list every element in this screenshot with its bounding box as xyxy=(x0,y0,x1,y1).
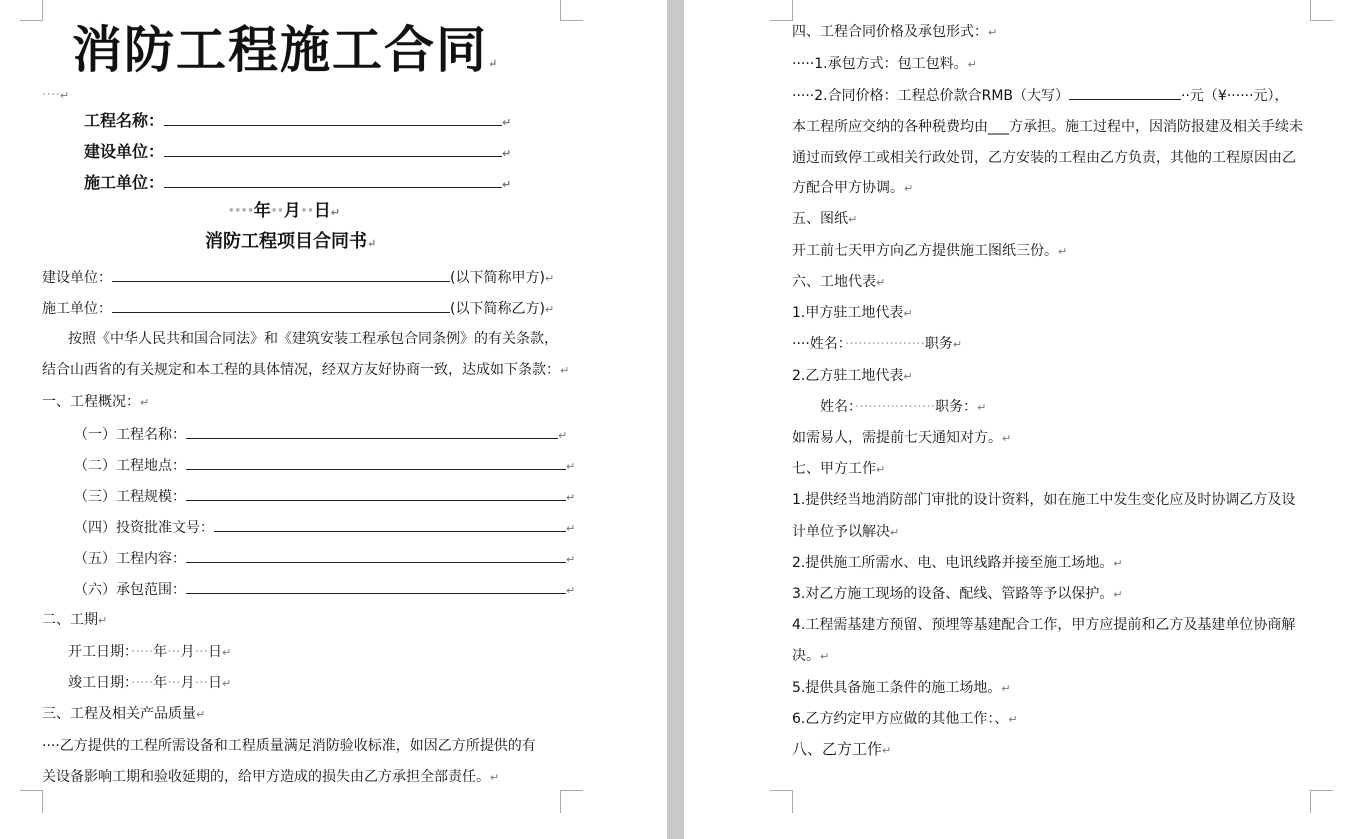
rep-b-line: 姓名：··················职务：↵ xyxy=(820,399,987,415)
cover-dots: ····↵ xyxy=(42,87,70,103)
contract-text: 1.甲方驻工地代表↵ xyxy=(792,305,913,321)
section-heading: 六、工地代表↵ xyxy=(792,274,886,290)
blank-line xyxy=(214,518,566,532)
contract-text: 通过而致停工或相关行政处罚，乙方安装的工程由乙方负责，其他的工程原因由乙 xyxy=(792,150,1296,166)
duty-item: 3.对乙方施工现场的设备、配线、管路等予以保护。↵ xyxy=(792,586,1123,602)
crop-mark xyxy=(20,0,43,21)
crop-mark xyxy=(1310,0,1333,21)
section-heading: 七、甲方工作↵ xyxy=(792,461,886,477)
crop-mark xyxy=(1310,790,1333,813)
section-heading: 五、图纸↵ xyxy=(792,211,858,227)
contract-text: 如需易人，需提前七天通知对方。↵ xyxy=(792,430,1012,446)
rep-a-line: ····姓名：··················职务↵ xyxy=(792,336,963,352)
section-heading: 二、工期↵ xyxy=(42,612,108,628)
blank-line xyxy=(186,456,566,470)
section-heading: 四、工程合同价格及承包形式：↵ xyxy=(792,24,998,40)
blank-line xyxy=(112,268,450,282)
section-heading: 三、工程及相关产品质量↵ xyxy=(42,706,206,722)
contract-text: 方配合甲方协调。↵ xyxy=(792,180,914,196)
start-date-line: 开工日期：·····年···月···日↵ xyxy=(68,644,232,660)
party-a-line: 建设单位： (以下简称甲方)↵ xyxy=(42,270,555,286)
crop-mark xyxy=(770,790,793,813)
crop-mark xyxy=(20,790,43,813)
contract-text: 2.乙方驻工地代表↵ xyxy=(792,368,913,384)
document-page-right xyxy=(684,0,1360,839)
blank-line xyxy=(112,299,450,313)
contract-subtitle: 消防工程项目合同书↵ xyxy=(205,231,377,252)
blank-line xyxy=(186,487,566,501)
blank-line xyxy=(164,112,502,126)
overview-item: （一）工程名称： ↵ xyxy=(74,427,568,443)
contract-text: ·····1.承包方式：包工包料。↵ xyxy=(792,56,977,72)
contract-text: 本工程所应交纳的各种税费均由___方承担。施工过程中，因消防报建及相关手续未 xyxy=(792,119,1303,135)
blank-line xyxy=(186,549,566,563)
contract-text: 开工前七天甲方向乙方提供施工图纸三份。↵ xyxy=(792,243,1068,259)
crop-mark xyxy=(770,0,793,21)
quality-text: ····乙方提供的工程所需设备和工程质量满足消防验收标准，如因乙方所提供的有 xyxy=(42,738,536,754)
intro-text: 结合山西省的有关规定和本工程的具体情况，经双方友好协商一致，达成如下条款：↵ xyxy=(42,362,570,378)
blank-line xyxy=(186,425,558,439)
quality-text: 关设备影响工期和验收延期的，给甲方造成的损失由乙方承担全部责任。↵ xyxy=(42,769,500,785)
duty-item: 4.工程需基建方预留、预埋等基建配合工作，甲方应提前和乙方及基建单位协商解 xyxy=(792,617,1296,633)
document-page-left xyxy=(0,0,667,839)
overview-item: （二）工程地点： ↵ xyxy=(74,458,576,474)
duty-item: 决。↵ xyxy=(792,648,830,664)
cover-date: ····年··月··日↵ xyxy=(228,201,340,221)
contract-title: 消防工程施工合同↵ xyxy=(72,20,500,79)
duty-item: 5.提供具备施工条件的施工场地。↵ xyxy=(792,680,1011,696)
party-b-line: 施工单位： (以下简称乙方)↵ xyxy=(42,301,555,317)
contractor-field: 施工单位： ↵ xyxy=(84,173,512,192)
intro-text: 按照《中华人民共和国合同法》和《建筑安装工程承包合同条例》的有关条款， xyxy=(68,331,558,347)
duty-item: 计单位予以解决↵ xyxy=(792,524,900,540)
end-date-line: 竣工日期：·····年···月···日↵ xyxy=(68,675,232,691)
duty-item: 1.提供经当地消防部门审批的设计资料，如在施工中发生变化应及时协调乙方及设 xyxy=(792,492,1296,508)
client-field: 建设单位： ↵ xyxy=(84,142,512,161)
project-name-field: 工程名称： ↵ xyxy=(84,111,512,130)
crop-mark xyxy=(560,790,583,813)
blank-line xyxy=(1069,86,1181,100)
crop-mark xyxy=(560,0,583,21)
contract-text: ·····2.合同价格：工程总价款合RMB（大写） ··元（¥······元）， xyxy=(792,88,1289,104)
blank-line xyxy=(164,143,502,157)
overview-item: （五）工程内容： ↵ xyxy=(74,551,576,567)
section-heading: 八、乙方工作↵ xyxy=(792,740,892,758)
blank-line xyxy=(186,580,566,594)
duty-item: 2.提供施工所需水、电、电讯线路并接至施工场地。↵ xyxy=(792,555,1123,571)
overview-item: （三）工程规模： ↵ xyxy=(74,489,576,505)
duty-item: 6.乙方约定甲方应做的其他工作：、↵ xyxy=(792,711,1018,727)
overview-item: （四）投资批准文号： ↵ xyxy=(74,520,576,536)
section-heading: 一、工程概况：↵ xyxy=(42,394,150,410)
blank-line xyxy=(164,174,502,188)
overview-item: （六）承包范围： ↵ xyxy=(74,582,576,598)
